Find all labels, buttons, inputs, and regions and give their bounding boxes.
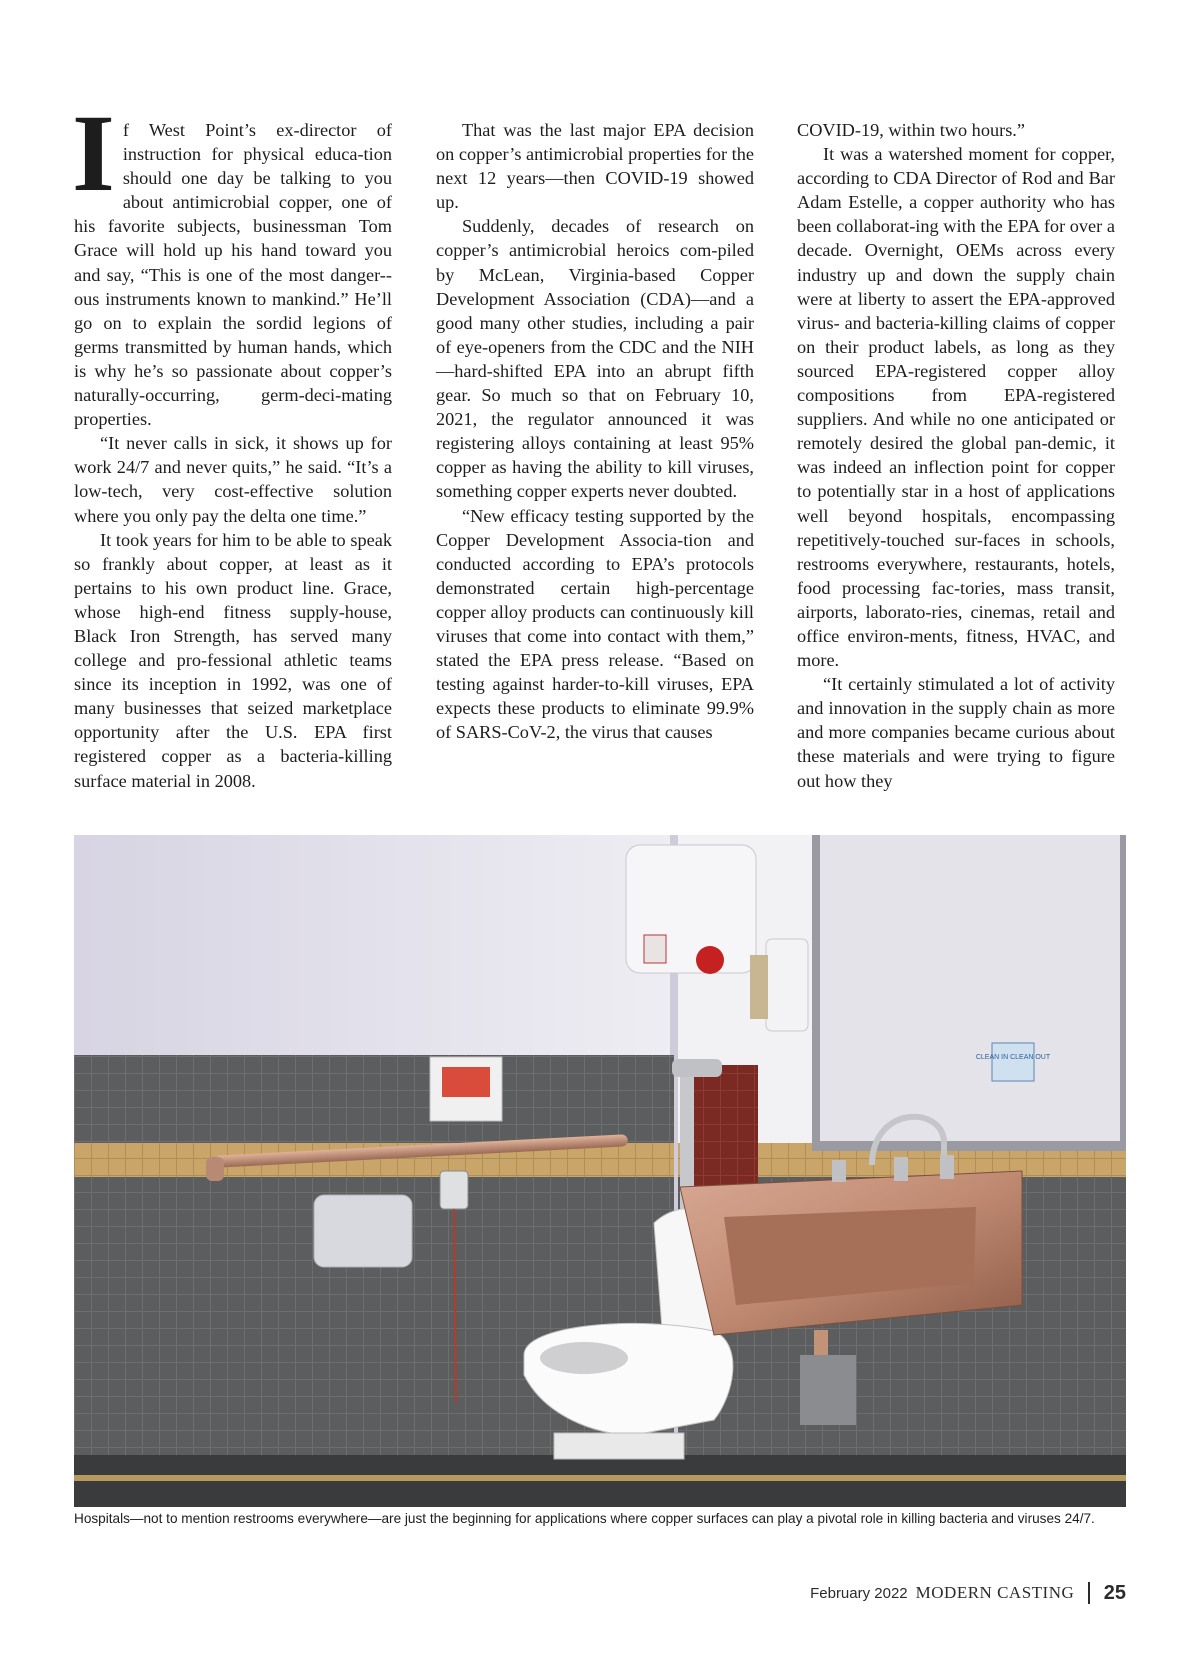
clean-sign-text: CLEAN IN CLEAN OUT (975, 1054, 1051, 1061)
paragraph: It took years for him to be able to speak so frankly about copper, at least as it pertains to his own product line. Grace, whose high-end fitness supply-house, Black Iron Strength, has served many college and pro-fessional athletic teams since its inception in 1992, was one of many businesses that seized marketplace opportunity after the U.S. EPA first registered copper as a bacteria-killing surface material in 2008. (74, 529, 392, 791)
paragraph: It was a watershed moment for copper, according to CDA Director of Rod and Bar Adam Estelle, a copper authority who has been collaborat-ing with the EPA for over a decade. Overnight, OEMs across every industry up and down the supply chain were at liberty to assert the EPA-approved virus- and bacteria-killing claims of copper on their product labels, as long as they sourced EPA-registered copper alloy compositions from EPA-registered suppliers. And while no one anticipated or remotely desired the global pan-demic, it was indeed an inflection point for copper to potentially star in a host of applications well beyond hospitals, encompassing repetitively-touched sur-faces in schools, restrooms everywhere, restaurants, hotels, food processing fac-tories, mass transit, airports, laborato-ries, cinemas, retail and office environ-ments, fitness, HVAC, and more. (797, 144, 1115, 671)
paragraph: “New efficacy testing supported by the Copper Development Associa-tion and conducted according to EPA’s protocols demonstrated certain high-percentage copper alloy products can continuously kill viruses that come into contact with them,” stated the EPA press release. “Based on testing against harder-to-kill viruses, EPA expects these products to eliminate 99.9% of SARS-CoV-2, the virus that causes (436, 505, 754, 743)
paragraph: That was the last major EPA decision on copper’s antimicrobial properties for the next 12 years—then COVID-19 showed up. (436, 120, 754, 213)
article-column-3 (797, 118, 1115, 793)
page-number: 25 (1103, 1581, 1126, 1604)
issue-date: February 2022 (810, 1584, 908, 1602)
page-footer (810, 1581, 1126, 1605)
article-column-1 (72, 92, 392, 793)
drop-cap: I (72, 92, 115, 214)
paragraph: “It never calls in sick, it shows up for work 24/7 and never quits,” he said. “It’s a low-tech, very cost-effective solution where you only pay the delta one time.” (74, 433, 392, 526)
red-push-button (696, 946, 724, 974)
paragraph: Suddenly, decades of research on copper’s antimicrobial heroics com-piled by McLean, Virginia-based Copper Development Association (CDA)—and a good many other studies, including a pair of eye-openers from the CDC and the NIH—hard-shifted EPA into an abrupt fifth gear. So much so that on February 10, 2021, the regulator announced it was registering alloys containing at least 95% copper as having the ability to kill viruses, something copper experts never doubted. (436, 216, 754, 502)
article-column-2 (436, 118, 754, 744)
restroom-photo (74, 835, 1126, 1507)
magazine-title: MODERN CASTING (915, 1583, 1075, 1602)
footer-divider (1088, 1582, 1090, 1604)
paragraph (72, 92, 392, 431)
paragraph: COVID-19, within two hours.” (797, 120, 1025, 140)
paragraph-text: f West Point’s ex-director of instruction for physical educa-tion should one day be talking to you about antimicrobial copper, one of his favorite subjects, businessman Tom Grace will hold up his hand toward you and say, “This is one of the most danger-ous instruments known to mankind.” He’ll go on to explain the sordid legions of germs transmitted by human hands, which is why he’s so passionate about copper’s naturally-occurring, germ-deci-mating properties. (74, 120, 392, 430)
photo-caption: Hospitals—not to mention restrooms everywhere—are just the beginning for applications where copper surfaces can play a pivotal role in killing bacteria and viruses 24/7. (74, 1511, 1095, 1526)
restroom-illustration (74, 835, 1126, 1507)
paragraph: “It certainly stimulated a lot of activity and innovation in the supply chain as more and more companies became curious about these materials and were trying to figure out how they (797, 674, 1115, 791)
